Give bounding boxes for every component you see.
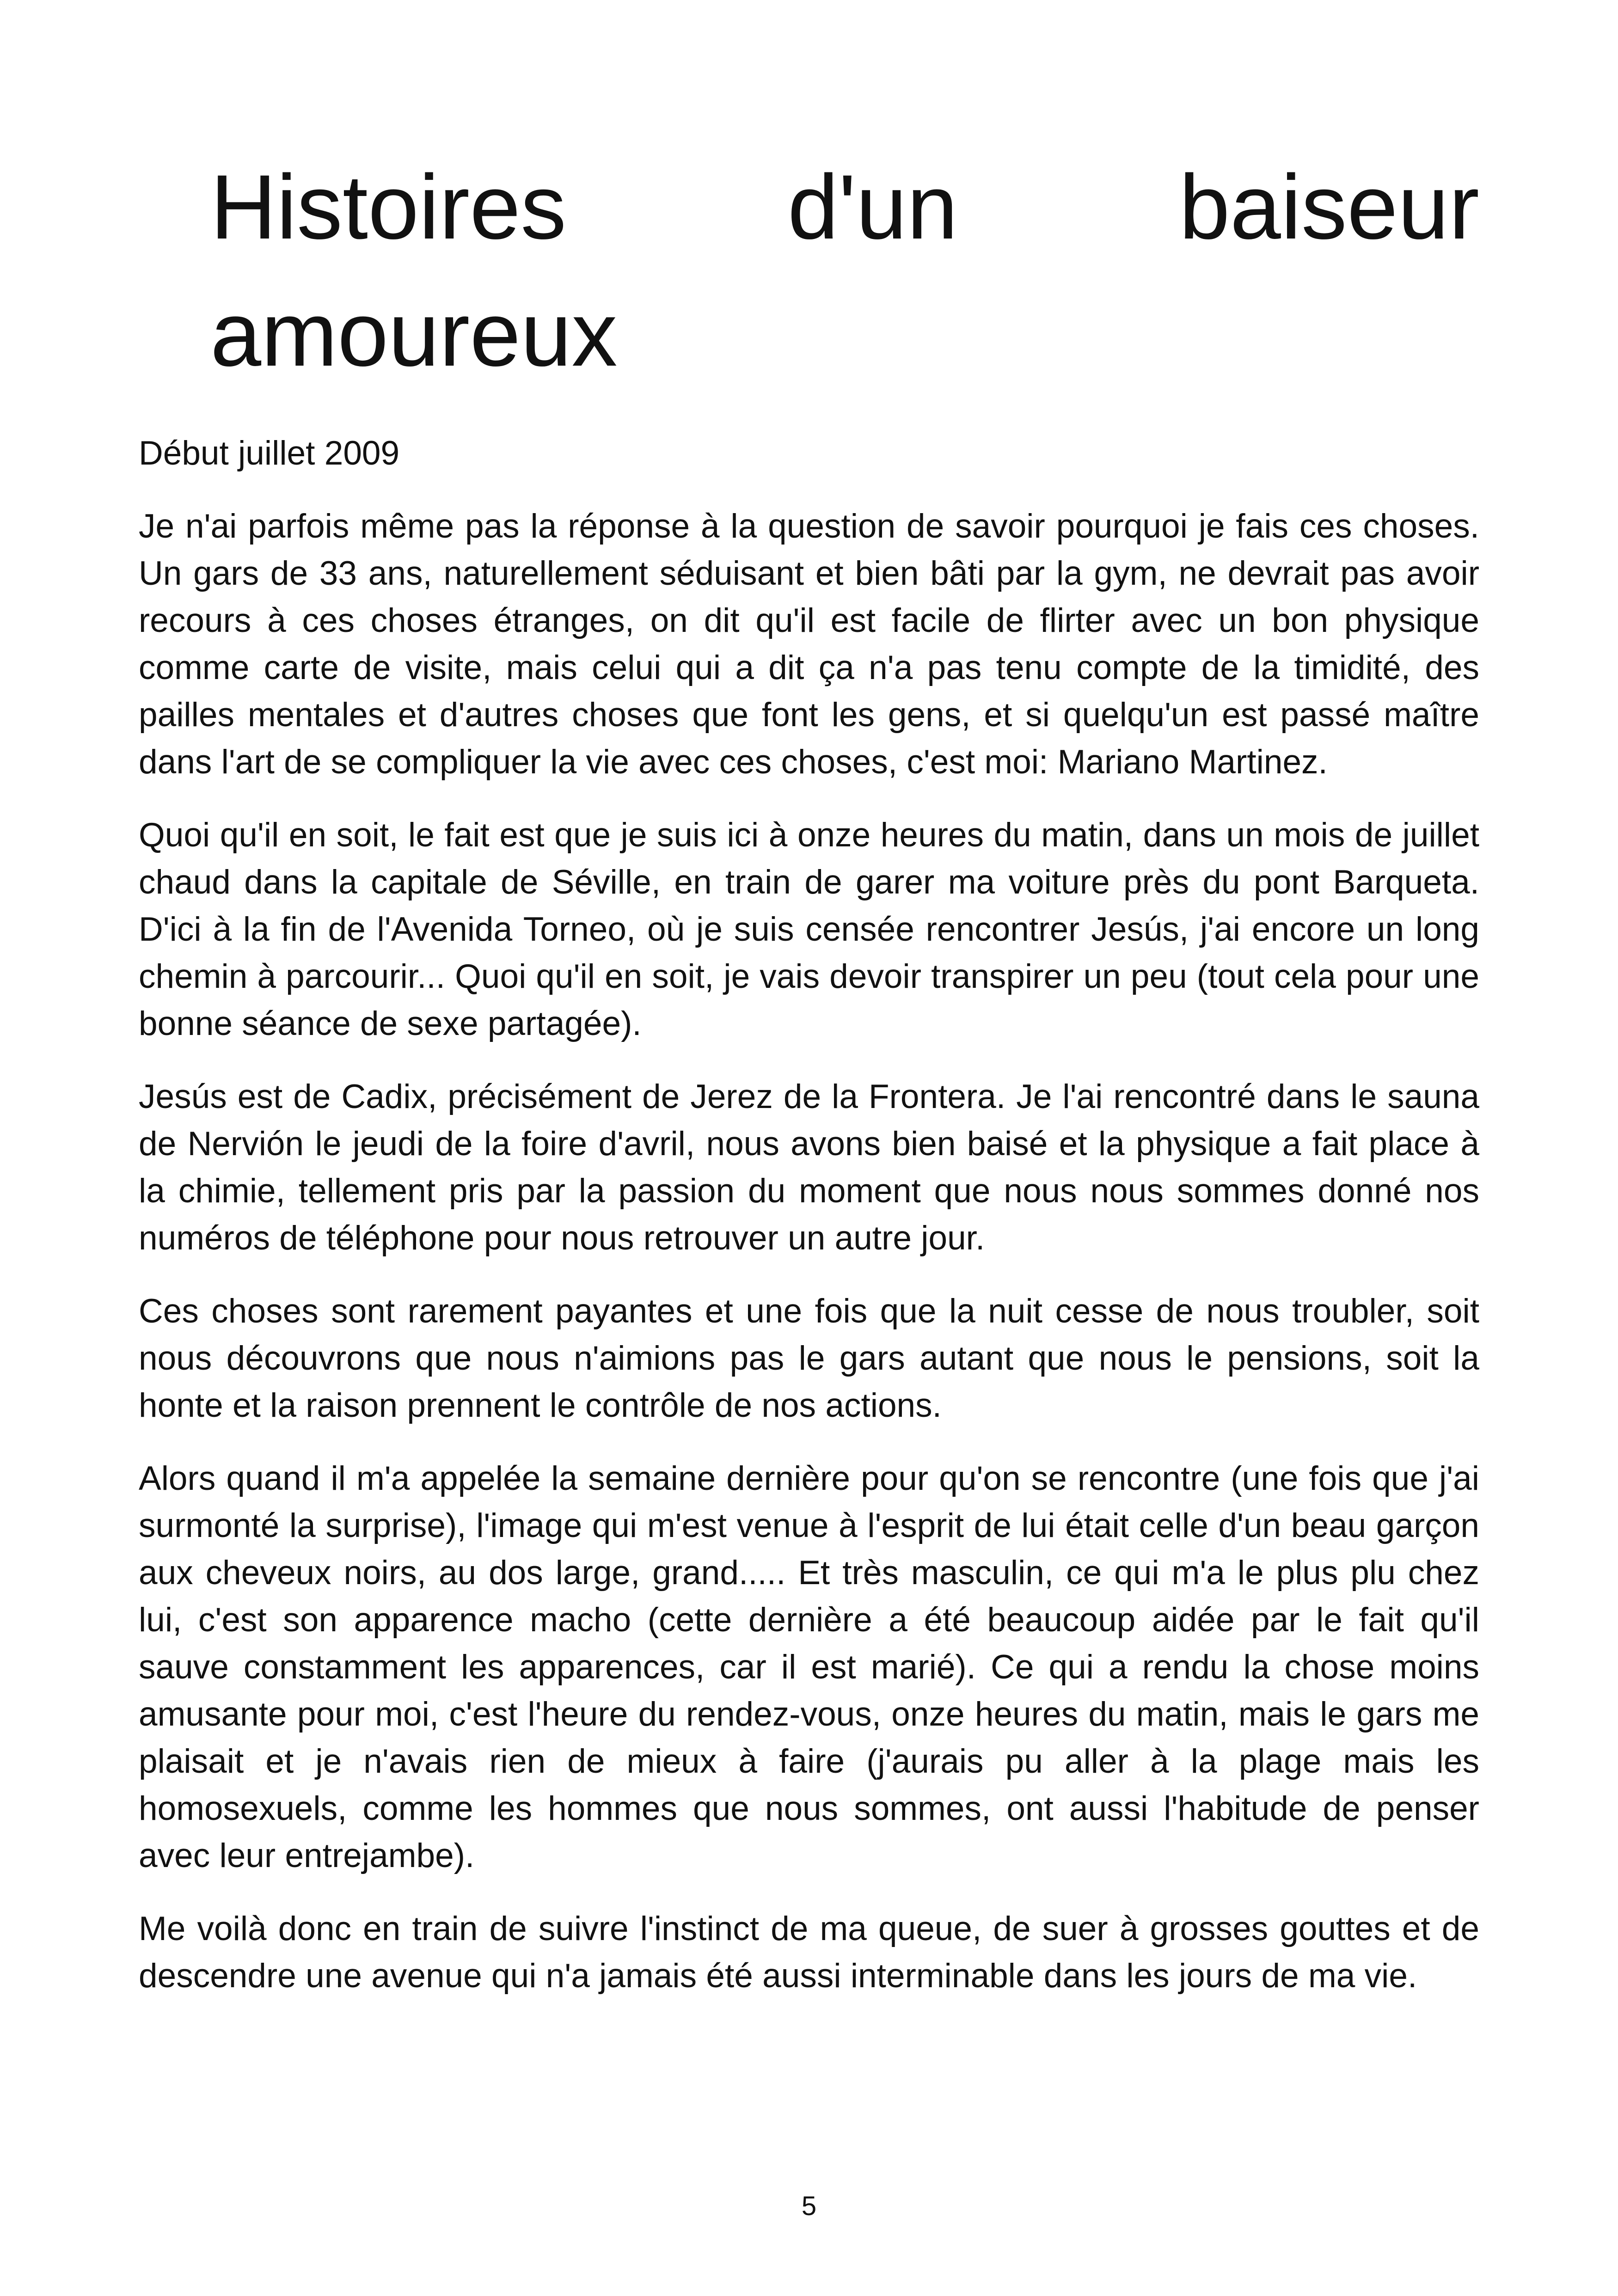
- paragraph-5: Alors quand il m'a appelée la semaine dernière pour qu'on se rencontre (une fois que j'ai surmonté la surprise), l'image qui m'est venue à l'esprit de lui était celle d'un beau garçon aux cheveux noirs, au dos large, grand..... Et très masculin, ce qui m'a le plus plu chez lui, c'est son apparence macho (cette dernière a été beaucoup aidée par le fait qu'il sauve constamment les apparences, car il est marié). Ce qui a rendu la chose moins amusante pour moi, c'est l'heure du rendez-vous, onze heures du matin, mais le gars me plaisait et je n'avais rien de mieux à faire (j'aurais pu aller à la plage mais les homosexuels, comme les hommes que nous sommes, ont aussi l'habitude de penser avec leur entrejambe).: [139, 1460, 1479, 1874]
- page-number: 5: [801, 2191, 817, 2221]
- title-line-1: [210, 143, 1479, 270]
- title-word-baiseur: baiseur: [1179, 156, 1479, 258]
- document-body: [139, 430, 1479, 2026]
- title-line-2: amoureux: [210, 283, 618, 385]
- paragraph-3: Jesús est de Cadix, précisément de Jerez de la Frontera. Je l'ai rencontré dans le sauna de Nervión le jeudi de la foire d'avril, nous avons bien baisé et la physique a fait place à la chimie, tellement pris par la passion du moment que nous nous sommes donné nos numéros de téléphone pour nous retrouver un autre jour.: [139, 1078, 1479, 1257]
- paragraph-6: Me voilà donc en train de suivre l'instinct de ma queue, de suer à grosses gouttes et de descendre une avenue qui n'a jamais été aussi interminable dans les jours de ma vie.: [139, 1910, 1479, 1995]
- title-word-histoires: Histoires: [210, 156, 567, 258]
- paragraph-2: Quoi qu'il en soit, le fait est que je suis ici à onze heures du matin, dans un mois de juillet chaud dans la capitale de Séville, en train de garer ma voiture près du pont Barqueta. D'ici à la fin de l'Avenida Torneo, où je suis censée rencontrer Jesús, j'ai encore un long chemin à parcourir... Quoi qu'il en soit, je vais devoir transpirer un peu (tout cela pour une bonne séance de sexe partagée).: [139, 816, 1479, 1042]
- page-title: [210, 143, 1479, 398]
- paragraph-1: Je n'ai parfois même pas la réponse à la question de savoir pourquoi je fais ces choses. Un gars de 33 ans, naturellement séduisant et bien bâti par la gym, ne devrait pas avoir recours à ces choses étranges, on dit qu'il est facile de flirter avec un bon physique comme carte de visite, mais celui qui a dit ça n'a pas tenu compte de la timidité, des pailles mentales et d'autres choses que font les gens, et si quelqu'un est passé maître dans l'art de se compliquer la vie avec ces choses, c'est moi: Mariano Martinez.: [139, 508, 1479, 781]
- paragraph-4: Ces choses sont rarement payantes et une fois que la nuit cesse de nous troubler, soit nous découvrons que nous n'aimions pas le gars autant que nous le pensions, soit la honte et la raison prennent le contrôle de nos actions.: [139, 1292, 1479, 1424]
- date-heading: Début juillet 2009: [139, 435, 400, 472]
- title-word-dun: d'un: [787, 156, 958, 258]
